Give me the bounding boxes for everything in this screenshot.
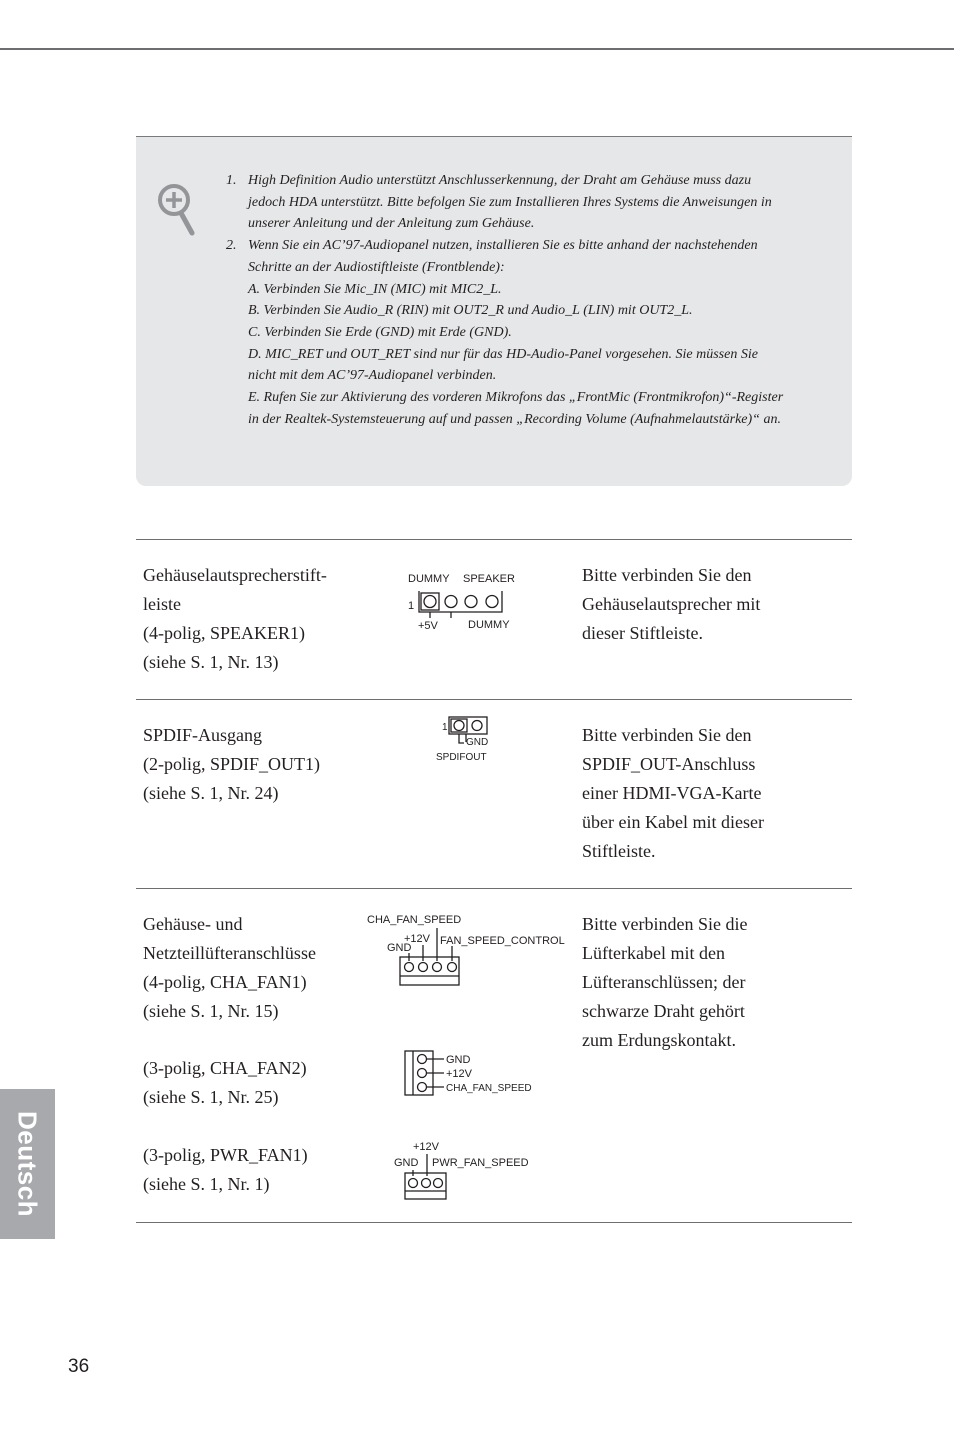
- language-tab-label: Deutsch: [12, 1110, 43, 1218]
- note-item: [226, 170, 786, 235]
- diagram-label-cha-fan-speed: CHA_FAN_SPEED: [446, 1083, 532, 1094]
- diagram-label-dummy: DUMMY: [408, 573, 450, 585]
- note-item-number: 2.: [226, 238, 237, 254]
- diagram-pin1-label: 1: [408, 600, 415, 612]
- table-top-rule: [136, 539, 852, 540]
- diagram-label-pwr-fan-speed: PWR_FAN_SPEED: [432, 1157, 529, 1169]
- magnifier-plus-icon: [156, 182, 198, 236]
- pwr-fan1-label: (3-polig, PWR_FAN1) (siehe S. 1, Nr. 1): [143, 1145, 308, 1194]
- cha-fan1-diagram: [364, 906, 569, 990]
- diagram-label-12v: +12V: [413, 1141, 439, 1153]
- spdif-header-diagram: [430, 712, 510, 768]
- diagram-label-12v: +12V: [446, 1068, 472, 1080]
- diagram-label-gnd: GND: [387, 942, 412, 954]
- header-rule: [0, 48, 954, 50]
- note-subitem: A. Verbinden Sie Mic_IN (MIC) mit MIC2_L.: [248, 281, 502, 297]
- diagram-label-gnd: GND: [466, 737, 489, 748]
- note-list: [226, 170, 786, 430]
- note-subitem: C. Verbinden Sie Erde (GND) mit Erde (GND).: [248, 324, 512, 340]
- speaker-header-diagram: [400, 566, 540, 636]
- diagram-label-dummy-bottom: DUMMY: [468, 619, 510, 631]
- spdif-header-description: Bitte verbinden Sie den SPDIF_OUT-Anschluss einer HDMI-VGA-Karte über ein Kabel mit dieser Stiftleiste.: [582, 725, 764, 861]
- diagram-label-speaker: SPEAKER: [463, 573, 515, 585]
- note-item: [226, 235, 786, 430]
- note-subitem: E. Rufen Sie zur Aktivierung des vorderen Mikrofons das „FrontMic (Frontmikrofon)“-Register in der Realtek-Systemsteuerung auf und passen „Recording Volume (Aufnahmelautstärke)“ an.: [248, 390, 784, 427]
- diagram-label-fan-speed-control: FAN_SPEED_CONTROL: [440, 935, 565, 947]
- language-tab: [0, 1089, 55, 1239]
- fan-header-description: Bitte verbinden Sie die Lüfterkabel mit den Lüfteranschlüssen; der schwarze Draht gehört zum Erdungskontakt.: [582, 914, 748, 1050]
- cha-fan2-label: (3-polig, CHA_FAN2) (siehe S. 1, Nr. 25): [143, 1058, 307, 1107]
- diagram-label-cha-fan-speed: CHA_FAN_SPEED: [367, 914, 462, 926]
- page-number: 36: [68, 1356, 90, 1377]
- cha-fan2-diagram: [400, 1046, 550, 1100]
- diagram-label-12v: +12V: [404, 933, 430, 945]
- row-divider: [136, 699, 852, 700]
- pwr-fan1-diagram: [392, 1136, 532, 1204]
- cha-fan1-label: Gehäuse- und Netzteillüfteranschlüsse (4-polig, CHA_FAN1) (siehe S. 1, Nr. 15): [143, 914, 316, 1021]
- diagram-label-gnd: GND: [394, 1157, 419, 1169]
- note-subitem: D. MIC_RET und OUT_RET sind nur für das HD-Audio-Panel vorgesehen. Sie müssen Sie nicht mit dem AC’97-Audiopanel verbinden.: [248, 346, 758, 384]
- row-divider: [136, 888, 852, 889]
- note-subitem: B. Verbinden Sie Audio_R (RIN) mit OUT2_R und Audio_L (LIN) mit OUT2_L.: [248, 303, 693, 319]
- diagram-label-gnd: GND: [446, 1054, 471, 1066]
- note-item-number: 1.: [226, 173, 237, 188]
- diagram-label-spdifout: SPDIFOUT: [436, 752, 487, 763]
- note-item-text: Wenn Sie ein AC’97-Audiopanel nutzen, installieren Sie es bitte anhand der nachstehenden Schritte an der Audiostiftleiste (Frontblende):: [248, 238, 758, 275]
- spdif-header-label: SPDIF-Ausgang (2-polig, SPDIF_OUT1) (siehe S. 1, Nr. 24): [143, 725, 321, 803]
- diagram-pin1-label: 1: [442, 722, 448, 733]
- speaker-header-label: Gehäuselautsprecherstift- leiste (4-polig, SPEAKER1) (siehe S. 1, Nr. 13): [143, 565, 327, 672]
- table-bottom-rule: [136, 1222, 852, 1223]
- note-item-text: High Definition Audio unterstützt Anschlusserkennung, der Draht am Gehäuse muss dazu jedoch HDA unterstützt. Bitte befolgen Sie zum Installieren Ihres Systems die Anweisungen in unserer Anleitung und der Anleitung zum Gehäuse.: [248, 173, 772, 232]
- diagram-label-5v: +5V: [418, 620, 438, 632]
- speaker-header-description: Bitte verbinden Sie den Gehäuselautsprecher mit dieser Stiftleiste.: [582, 565, 761, 643]
